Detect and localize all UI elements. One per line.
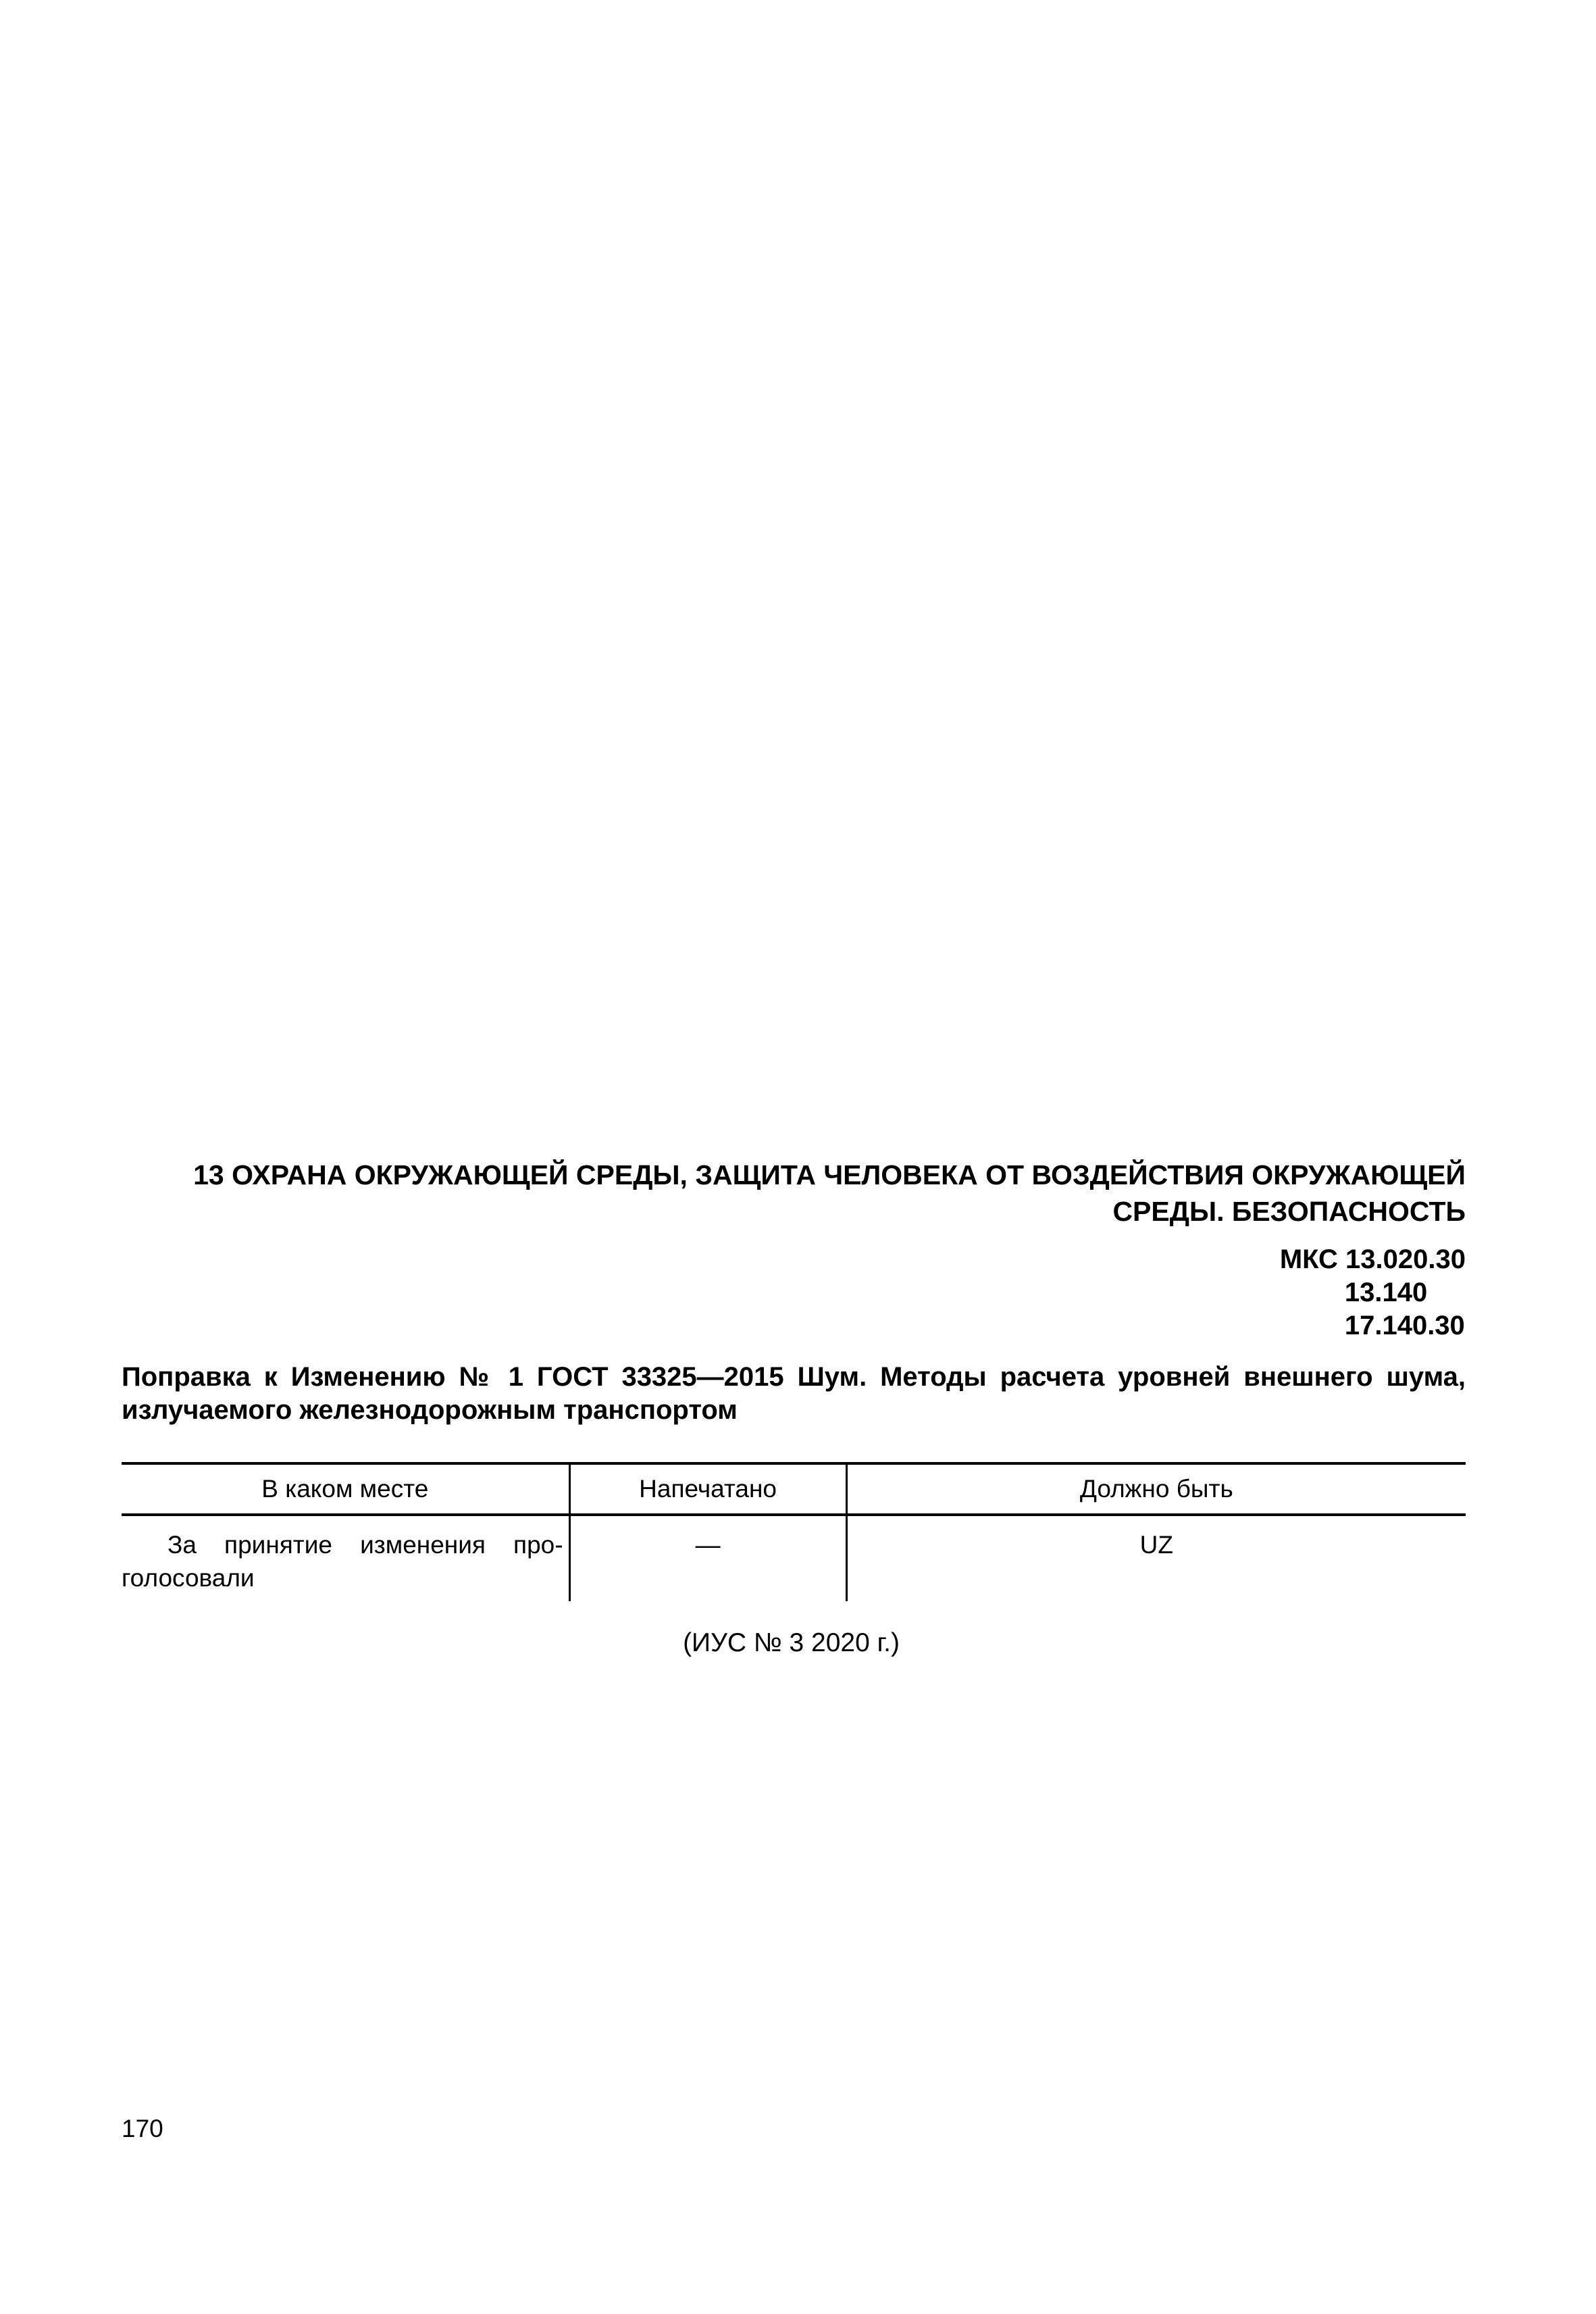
cell-should-be: UZ	[846, 1515, 1466, 1601]
header-should-be: Должно быть	[846, 1463, 1466, 1515]
amendment-title: Поправка к Изменению № 1 ГОСТ 33325—2015 Шум. Методы расчета уровней внешнего шума, излучаемого железнодорожным транспортом	[122, 1362, 1466, 1425]
header-location: В каком месте	[122, 1463, 569, 1515]
table-header-row	[122, 1463, 1466, 1515]
header-printed: Напечатано	[569, 1463, 846, 1515]
page-number: 170	[122, 2115, 163, 2142]
ius-note	[0, 1628, 1596, 1658]
corrections-table	[122, 1462, 1466, 1601]
section-title-line-1: 13 ОХРАНА ОКРУЖАЮЩЕЙ СРЕДЫ, ЗАЩИТА ЧЕЛОВЕКА ОТ ВОЗДЕЙСТВИЯ ОКРУЖАЮЩЕЙ	[193, 1159, 1466, 1190]
ius-note-text: (ИУС № 3 2020 г.)	[683, 1628, 900, 1657]
mks-code-2: 13.140	[1344, 1278, 1428, 1307]
mks-code-3: 17.140.30	[1344, 1311, 1465, 1340]
cell-printed: —	[569, 1515, 846, 1601]
table-row	[122, 1515, 1466, 1601]
classification-codes	[1280, 1243, 1466, 1342]
section-title-line-2: СРЕДЫ. БЕЗОПАСНОСТЬ	[1112, 1196, 1466, 1227]
mks-code-1: МКС 13.020.30	[1279, 1244, 1466, 1274]
cell-location: За принятие изменения про-голосовали	[122, 1531, 563, 1592]
section-heading	[169, 1157, 1466, 1230]
